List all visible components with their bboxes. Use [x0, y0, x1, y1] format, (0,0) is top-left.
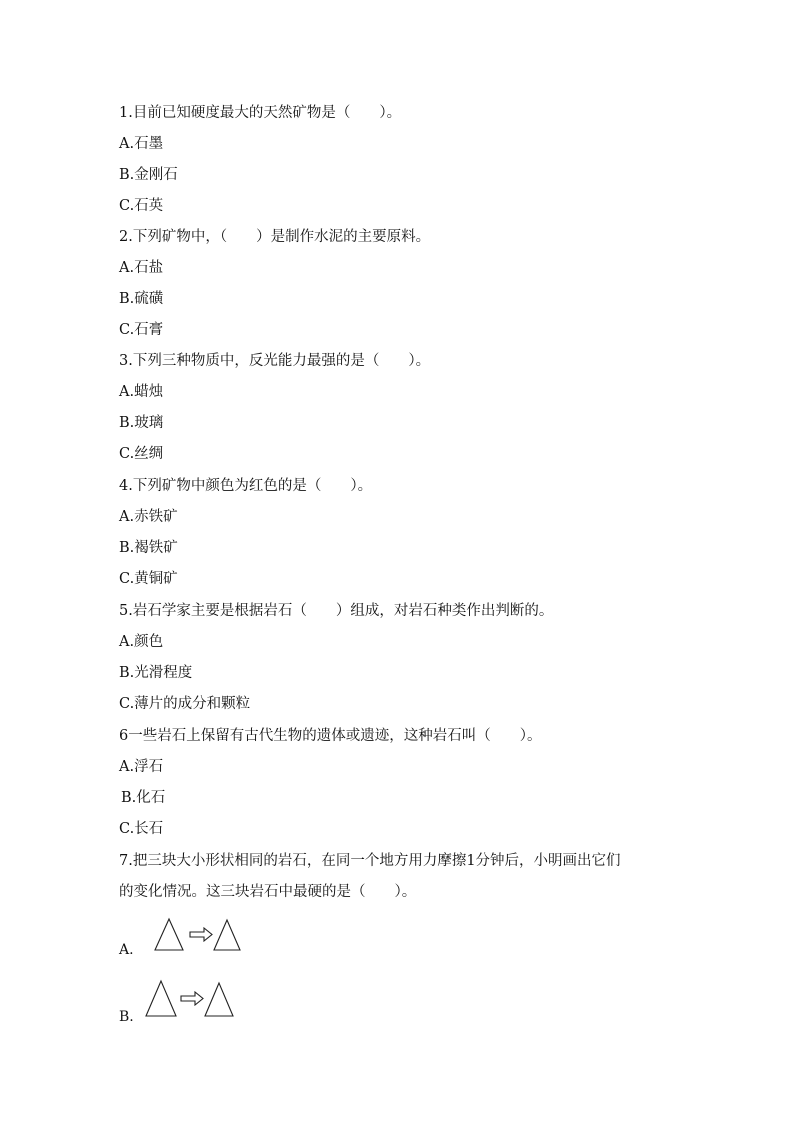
question-4-stem: 4.下列矿物中颜色为红色的是（ ）。 — [119, 478, 373, 494]
question-1-option-c: C.石英 — [119, 198, 164, 214]
question-6-option-b: B.化石 — [121, 790, 166, 806]
question-2-stem: 2.下列矿物中，（ ）是制作水泥的主要原料。 — [119, 229, 431, 245]
question-5-option-a: A.颜色 — [119, 634, 164, 650]
question-7-option-b-label: B. — [119, 1009, 134, 1025]
question-3-option-b: B.玻璃 — [119, 415, 164, 431]
question-7-option-a-label: A. — [119, 942, 134, 958]
question-2-option-b: B.硫磺 — [119, 291, 164, 307]
rock-after-triangle — [205, 983, 233, 1016]
question-7-option-a-figure — [152, 917, 244, 953]
question-5-stem: 5.岩石学家主要是根据岩石（ ）组成，对岩石种类作出判断的。 — [119, 603, 554, 619]
question-1-option-b: B.金刚石 — [119, 167, 178, 183]
question-6-option-c: C.长石 — [119, 821, 164, 837]
question-4-option-a: A.赤铁矿 — [119, 509, 178, 525]
question-5-option-c: C.薄片的成分和颗粒 — [119, 696, 251, 712]
question-1-stem: 1.目前已知硬度最大的天然矿物是（ ）。 — [119, 105, 402, 121]
rock-before-triangle — [155, 919, 183, 950]
question-3-option-a: A.蜡烛 — [119, 384, 164, 400]
rock-before-triangle — [146, 981, 176, 1016]
question-7-option-b-figure — [144, 979, 236, 1019]
arrow-right-icon — [181, 992, 203, 1005]
question-4-option-c: C.黄铜矿 — [119, 571, 178, 587]
rock-after-triangle — [214, 920, 240, 950]
question-4-option-b: B.褐铁矿 — [119, 540, 178, 556]
question-5-option-b: B.光滑程度 — [119, 665, 193, 681]
question-3-option-c: C.丝绸 — [119, 446, 164, 462]
question-1-option-a: A.石墨 — [119, 136, 164, 152]
question-3-stem: 3.下列三种物质中，反光能力最强的是（ ）。 — [119, 353, 431, 369]
question-6-option-a: A.浮石 — [119, 759, 164, 775]
question-7-stem-line-2: 的变化情况。这三块岩石中最硬的是（ ）。 — [119, 884, 417, 900]
question-2-option-a: A.石盐 — [119, 260, 164, 276]
arrow-right-icon — [190, 928, 212, 941]
question-7-stem-line-1: 7.把三块大小形状相同的岩石，在同一个地方用力摩擦1分钟后，小明画出它们 — [119, 853, 621, 869]
question-6-stem: 6一些岩石上保留有古代生物的遗体或遗迹，这种岩石叫（ ）。 — [119, 728, 542, 744]
question-2-option-c: C.石膏 — [119, 322, 164, 338]
